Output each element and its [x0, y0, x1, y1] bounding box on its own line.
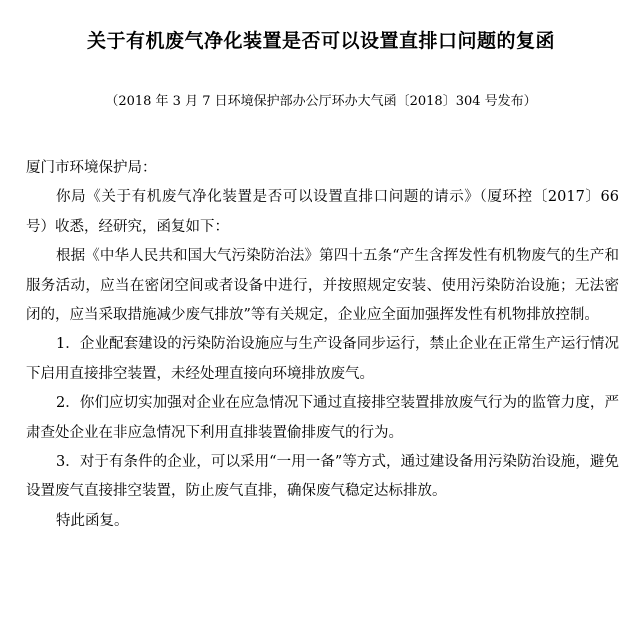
document-subtitle: （2018 年 3 月 7 日环境保护部办公厅环办大气函〔2018〕304 号发布）: [105, 94, 537, 109]
paragraph-item-3: 3．对于有条件的企业，可以采用“一用一备”等方式，通过建设备用污染防治设施，避免设置废气直接排空装置，防止废气直排，确保废气稳定达标排放。: [26, 454, 619, 500]
document-body: [26, 154, 619, 536]
paragraph-legal-basis: 根据《中华人民共和国大气污染防治法》第四十五条“产生含挥发性有机物废气的生产和服务活动，应当在密闭空间或者设备中进行，并按照规定安装、使用污染防治设施；无法密闭的，应当采取措施减少废气排放”等有关规定，企业应全面加强挥发性有机物排放控制。: [26, 248, 619, 324]
salutation: 厦门市环境保护局：: [26, 160, 157, 176]
paragraph-item-2: 2．你们应切实加强对企业在应急情况下通过直接排空装置排放废气行为的监管力度，严肃查处企业在非应急情况下利用直排装置偷排废气的行为。: [26, 395, 619, 441]
document-title: 关于有机废气净化装置是否可以设置直排口问题的复函: [86, 30, 555, 52]
paragraph-item-1: 1．企业配套建设的污染防治设施应与生产设备同步运行，禁止企业在正常生产运行情况下启用直接排空装置，未经处理直接向环境排放废气。: [26, 336, 619, 382]
paragraph-closing: 特此函复。: [56, 512, 129, 529]
paragraph-intro: 你局《关于有机废气净化装置是否可以设置直排口问题的请示》（厦环控〔2017〕66 号）收悉，经研究，函复如下：: [26, 189, 619, 235]
